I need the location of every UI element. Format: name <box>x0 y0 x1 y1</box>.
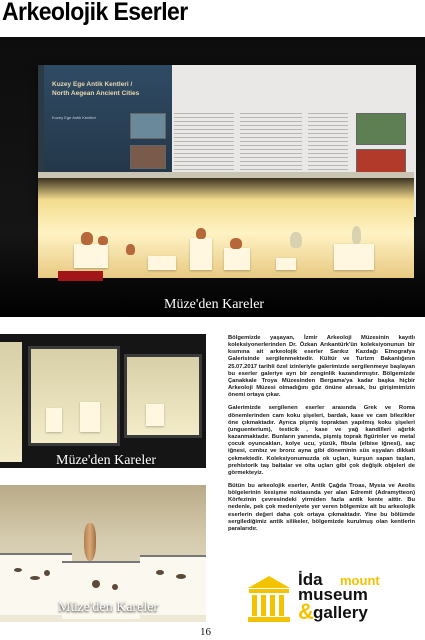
banner-image <box>356 113 406 145</box>
article-paragraph: Bütün bu arkeolojik eserler, Antik Çağda Troas, Mysia ve Aeolis bölgelerinin kesişme noktasında yer alan Edremit (Adramytteon) Körfezinin çevresindeki yirmiden fazla antik kente aittir. Bu nedenle, pek çok medeniyete yer veren bölgemize ait bu arkeolojik eserlerin değeri daha çok ortaya çıkmaktadır. Yine bu bölümde sergilediğimiz antik silikeler, bölgemizde kurulmuş olan kentlerin paralarıdır. <box>228 482 415 532</box>
page-title: Arkeolojik Eserler <box>2 0 188 26</box>
page-number: 16 <box>200 626 211 638</box>
article-body <box>228 335 415 539</box>
logo-text-mount: mount <box>340 573 380 588</box>
display-plinth <box>46 408 62 432</box>
banner-subtitle: Kuzey Ege Antik Kentleri <box>52 115 96 120</box>
artifact-vase <box>126 244 135 255</box>
display-plinth <box>80 402 100 432</box>
display-plinth <box>224 248 250 270</box>
display-plinth <box>190 238 212 270</box>
artifact-amphora <box>84 523 96 561</box>
artifact-object <box>112 584 118 590</box>
artifact-vase <box>196 228 206 239</box>
banner-image <box>356 149 406 173</box>
banner-image <box>130 113 166 139</box>
red-display-cloth <box>58 271 103 281</box>
artifact-vase <box>290 232 302 248</box>
museum-photo-middle <box>0 334 206 468</box>
logo-text-ida: İda <box>298 570 323 589</box>
artifact-object <box>92 580 100 588</box>
temple-logo-icon <box>246 574 292 624</box>
logo-ampersand: & <box>298 599 314 624</box>
artifact-vase <box>81 232 93 245</box>
artifact-vase <box>98 236 108 245</box>
display-plinth <box>146 404 164 426</box>
banner-title-line1: Kuzey Ege Antik Kentleri / <box>52 81 133 88</box>
photo-caption: Müze'den Kareler <box>164 297 265 312</box>
banner-image <box>130 145 166 169</box>
museum-logo <box>246 570 416 626</box>
article-paragraph: Bölgemizde yaşayan, İzmir Arkeoloji Müzesinin kayıtlı koleksiyonerlerinden Dr. Özkan Arıkantürk'ün koleksiyonunun bir kısmına ait arkeolojik eserler Sarıkız Kazdağı Etnografya Galerisinde sergilenmektedir. Kültür ve Turizm Bakanlığının 25.07.2017 tarihli özel izinleriyle galerimizde sergilenmeye başlayan bu eserler galeriye ayrı bir zenginlik kazandırmıştır. Bölgemizde Çanakkale Troya Müzesinden Bergama'ya kadar başka hiçbir Arkeoloji Müzesi olmadığını göz önüne alırsak, bu girişimimizin önemi ortaya çıkar. <box>228 335 415 399</box>
artifact-object <box>44 570 50 576</box>
gallery-wall <box>0 342 22 462</box>
display-plinth <box>148 256 176 270</box>
artifact-vase <box>352 226 361 244</box>
banner-title-line2: North Aegean Ancient Cities <box>52 90 140 97</box>
article-paragraph: Galerimizde sergilenen eserler arasında Grek ve Roma dönemlerinden cam koku şişeleri, bardak, kase ve cam bilezikler öne çıkmaktadır. Ayrıca pişmiş topraktan yapılmış koku şişeleri (unguenterium), testicik , kase ve yağ kandilleri ağırlık kazanmaktadır. Bunların yanında, pişmiş toprak figürinler ve metal çocuk oyuncakları, kolye ucu, yüzük, fibula (elbise iğnesi), saç iğnesi, cımbız ve bronz ayna gibi döneminin süs eşyaları dikkati çekmektedir. Koleksiyonumuzda ok uçları, kurşun sapan taşları, prehistorik taş baltalar ve olta uçları gibi çok değişik objeleri de görmekteyiz. <box>228 405 415 476</box>
artifact-object <box>14 568 22 572</box>
vitrine-frame <box>28 346 120 446</box>
artifact-object <box>176 574 186 579</box>
display-plinth <box>276 258 296 270</box>
artifact-object <box>30 576 40 580</box>
logo-text-museum: museum <box>298 585 368 604</box>
artifact-vase <box>230 238 242 249</box>
display-plinth <box>334 244 374 270</box>
photo-caption: Müze'den Kareler <box>58 600 159 615</box>
display-plinth <box>74 244 108 268</box>
artifact-object <box>156 570 164 575</box>
photo-caption: Müze'den Kareler <box>56 453 157 468</box>
logo-text-gallery: gallery <box>313 603 368 622</box>
